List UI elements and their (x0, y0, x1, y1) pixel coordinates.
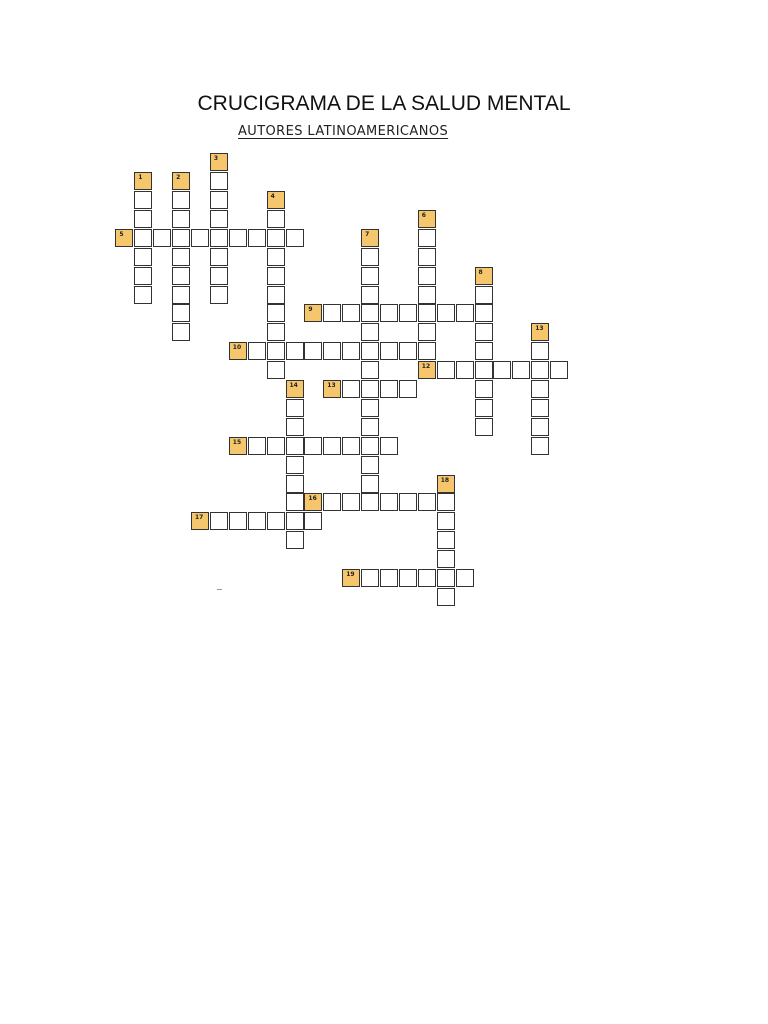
crossword-cell[interactable] (531, 399, 549, 417)
crossword-cell[interactable] (475, 323, 493, 341)
crossword-cell[interactable] (286, 418, 304, 436)
crossword-cell[interactable] (172, 191, 190, 209)
crossword-cell[interactable] (286, 512, 304, 530)
clue-number: 10 (232, 344, 242, 352)
crossword-cell[interactable] (229, 229, 247, 247)
crossword-cell[interactable] (437, 569, 455, 587)
crossword-cell[interactable] (153, 229, 171, 247)
crossword-cell[interactable] (248, 512, 266, 530)
crossword-cell-15[interactable] (229, 437, 247, 455)
crossword-cell[interactable] (342, 493, 360, 511)
crossword-cell[interactable] (475, 399, 493, 417)
crossword-cell[interactable] (361, 437, 379, 455)
clue-number: 9 (308, 306, 313, 314)
crossword-cell[interactable] (134, 267, 152, 285)
crossword-cell-17[interactable] (191, 512, 209, 530)
crossword-cell[interactable] (531, 418, 549, 436)
crossword-cell[interactable] (456, 361, 474, 379)
crossword-cell[interactable] (512, 361, 530, 379)
crossword-cell[interactable] (475, 361, 493, 379)
crossword-cell[interactable] (361, 475, 379, 493)
crossword-cell[interactable] (361, 493, 379, 511)
crossword-cell[interactable] (361, 342, 379, 360)
crossword-cell[interactable] (267, 229, 285, 247)
crossword-cell[interactable] (210, 286, 228, 304)
page-subtitle: AUTORES LATINOAMERICANOS (238, 124, 449, 139)
crossword-cell[interactable] (134, 248, 152, 266)
crossword-cell[interactable] (267, 512, 285, 530)
crossword-cell[interactable] (550, 361, 568, 379)
crossword-cell[interactable] (267, 210, 285, 228)
crossword-cell[interactable] (437, 588, 455, 606)
crossword-cell[interactable] (437, 550, 455, 568)
crossword-cell[interactable] (210, 172, 228, 190)
crossword-cell[interactable] (172, 286, 190, 304)
page-title: CRUCIGRAMA DE LA SALUD MENTAL (197, 92, 571, 115)
crossword-cell[interactable] (493, 361, 511, 379)
crossword-cell[interactable] (399, 342, 417, 360)
crossword-cell[interactable] (210, 191, 228, 209)
crossword-cell[interactable] (248, 437, 266, 455)
crossword-cell[interactable] (475, 304, 493, 322)
clue-number: 8 (478, 268, 483, 276)
crossword-cell[interactable] (229, 512, 247, 530)
crossword-cell[interactable] (267, 342, 285, 360)
crossword-cell[interactable] (172, 210, 190, 228)
crossword-cell[interactable] (380, 437, 398, 455)
crossword-cell[interactable] (380, 380, 398, 398)
crossword-cell[interactable] (531, 437, 549, 455)
crossword-cell-12[interactable] (418, 361, 436, 379)
crossword-cell[interactable] (475, 380, 493, 398)
crossword-cell[interactable] (134, 286, 152, 304)
crossword-cell[interactable] (531, 361, 549, 379)
crossword-cell[interactable] (361, 323, 379, 341)
crossword-cell[interactable] (437, 361, 455, 379)
crossword-cell[interactable] (361, 286, 379, 304)
crossword-cell-8[interactable] (475, 267, 493, 285)
crossword-cell[interactable] (134, 191, 152, 209)
crossword-cell-10[interactable] (229, 342, 247, 360)
clue-number: 13 (327, 382, 336, 389)
crossword-cell[interactable] (399, 493, 417, 511)
clue-number: 16 (308, 495, 317, 503)
crossword-cell[interactable] (437, 304, 455, 322)
crossword-cell[interactable] (267, 286, 285, 304)
clue-number: 2 (176, 174, 181, 182)
clue-number: 18 (440, 476, 450, 484)
crossword-cell[interactable] (286, 399, 304, 417)
crossword-cell-2[interactable] (172, 172, 190, 190)
crossword-cell[interactable] (418, 248, 436, 266)
crossword-cell[interactable] (380, 569, 398, 587)
crossword-cell[interactable] (267, 267, 285, 285)
crossword-cell[interactable] (475, 342, 493, 360)
crossword-cell[interactable] (399, 569, 417, 587)
crossword-cell[interactable] (437, 512, 455, 530)
crossword-cell[interactable] (267, 361, 285, 379)
clue-number: 3 (213, 155, 219, 163)
crossword-cell[interactable] (361, 267, 379, 285)
crossword-cell[interactable] (361, 248, 379, 266)
clue-number: 17 (195, 514, 204, 522)
crossword-cell[interactable] (361, 569, 379, 587)
crossword-cell-13[interactable] (323, 380, 341, 398)
crossword-cell[interactable] (418, 569, 436, 587)
crossword-cell[interactable] (323, 342, 341, 360)
crossword-cell[interactable] (172, 229, 190, 247)
crossword-cell[interactable] (210, 210, 228, 228)
crossword-cell-18[interactable] (437, 475, 455, 493)
crossword-cell-9[interactable] (304, 304, 322, 322)
crossword-cell[interactable] (456, 304, 474, 322)
crossword-cell[interactable] (172, 267, 190, 285)
crossword-cell[interactable] (210, 248, 228, 266)
crossword-cell[interactable] (191, 229, 209, 247)
page-mark (217, 589, 222, 590)
crossword-cell[interactable] (342, 304, 360, 322)
crossword-cell[interactable] (323, 304, 341, 322)
crossword-cell[interactable] (286, 493, 304, 511)
crossword-cell[interactable] (418, 267, 436, 285)
crossword-cell[interactable] (437, 531, 455, 549)
crossword-cell[interactable] (418, 304, 436, 322)
crossword-cell[interactable] (342, 437, 360, 455)
crossword-cell[interactable] (361, 456, 379, 474)
crossword-cell[interactable] (437, 493, 455, 511)
crossword-cell[interactable] (248, 229, 266, 247)
crossword-cell[interactable] (380, 493, 398, 511)
crossword-cell[interactable] (210, 512, 228, 530)
clue-number: 5 (119, 230, 124, 238)
crossword-cell[interactable] (361, 380, 379, 398)
crossword-cell-5[interactable] (115, 229, 133, 247)
crossword-cell[interactable] (380, 304, 398, 322)
crossword-cell[interactable] (267, 304, 285, 322)
clue-number: 19 (346, 571, 355, 578)
crossword-cell[interactable] (172, 304, 190, 322)
crossword-cell[interactable] (304, 342, 322, 360)
crossword-cell-19[interactable] (342, 569, 360, 587)
crossword-cell[interactable] (342, 342, 360, 360)
crossword-cell[interactable] (323, 493, 341, 511)
clue-number: 6 (421, 211, 426, 219)
crossword-cell[interactable] (361, 304, 379, 322)
crossword-cell[interactable] (531, 342, 549, 360)
crossword-cell[interactable] (172, 248, 190, 266)
crossword-cell[interactable] (172, 323, 190, 341)
clue-number: 15 (232, 438, 242, 446)
crossword-cell[interactable] (286, 475, 304, 493)
crossword-cell[interactable] (323, 437, 341, 455)
crossword-cell[interactable] (456, 569, 474, 587)
crossword-cell[interactable] (418, 493, 436, 511)
clue-number: 4 (270, 193, 275, 200)
crossword-cell[interactable] (248, 342, 266, 360)
crossword-cell[interactable] (380, 342, 398, 360)
crossword-cell[interactable] (286, 531, 304, 549)
clue-number: 12 (421, 363, 431, 371)
crossword-cell[interactable] (267, 437, 285, 455)
crossword-cell-7[interactable] (361, 229, 379, 247)
crossword-cell[interactable] (267, 323, 285, 341)
crossword-cell[interactable] (286, 437, 304, 455)
crossword-cell[interactable] (475, 418, 493, 436)
crossword-cell[interactable] (267, 248, 285, 266)
crossword-cell-13[interactable] (531, 323, 549, 341)
crossword-cell-16[interactable] (304, 493, 322, 511)
crossword-cell-4[interactable] (267, 191, 285, 209)
crossword-cell[interactable] (361, 399, 379, 417)
crossword-cell[interactable] (399, 380, 417, 398)
crossword-cell[interactable] (475, 286, 493, 304)
clue-number: 13 (535, 325, 544, 333)
crossword-cell[interactable] (286, 342, 304, 360)
crossword-cell[interactable] (304, 512, 322, 530)
crossword-cell[interactable] (286, 229, 304, 247)
crossword-cell[interactable] (418, 323, 436, 341)
crossword-cell[interactable] (418, 229, 436, 247)
crossword-cell[interactable] (134, 210, 152, 228)
crossword-cell[interactable] (418, 286, 436, 304)
crossword-cell[interactable] (342, 380, 360, 398)
crossword-cell-14[interactable] (286, 380, 304, 398)
crossword-cell[interactable] (134, 229, 152, 247)
crossword-cell[interactable] (210, 267, 228, 285)
crossword-cell[interactable] (399, 304, 417, 322)
crossword-cell[interactable] (361, 418, 379, 436)
crossword-cell-6[interactable] (418, 210, 436, 228)
crossword-cell[interactable] (361, 361, 379, 379)
clue-number: 7 (365, 230, 370, 238)
crossword-cell[interactable] (418, 342, 436, 360)
crossword-cell[interactable] (304, 437, 322, 455)
clue-number: 1 (138, 174, 143, 182)
crossword-cell-3[interactable] (210, 153, 228, 171)
crossword-cell[interactable] (210, 229, 228, 247)
clue-number: 14 (289, 382, 298, 389)
crossword-cell[interactable] (531, 380, 549, 398)
crossword-cell[interactable] (286, 456, 304, 474)
crossword-cell-1[interactable] (134, 172, 152, 190)
